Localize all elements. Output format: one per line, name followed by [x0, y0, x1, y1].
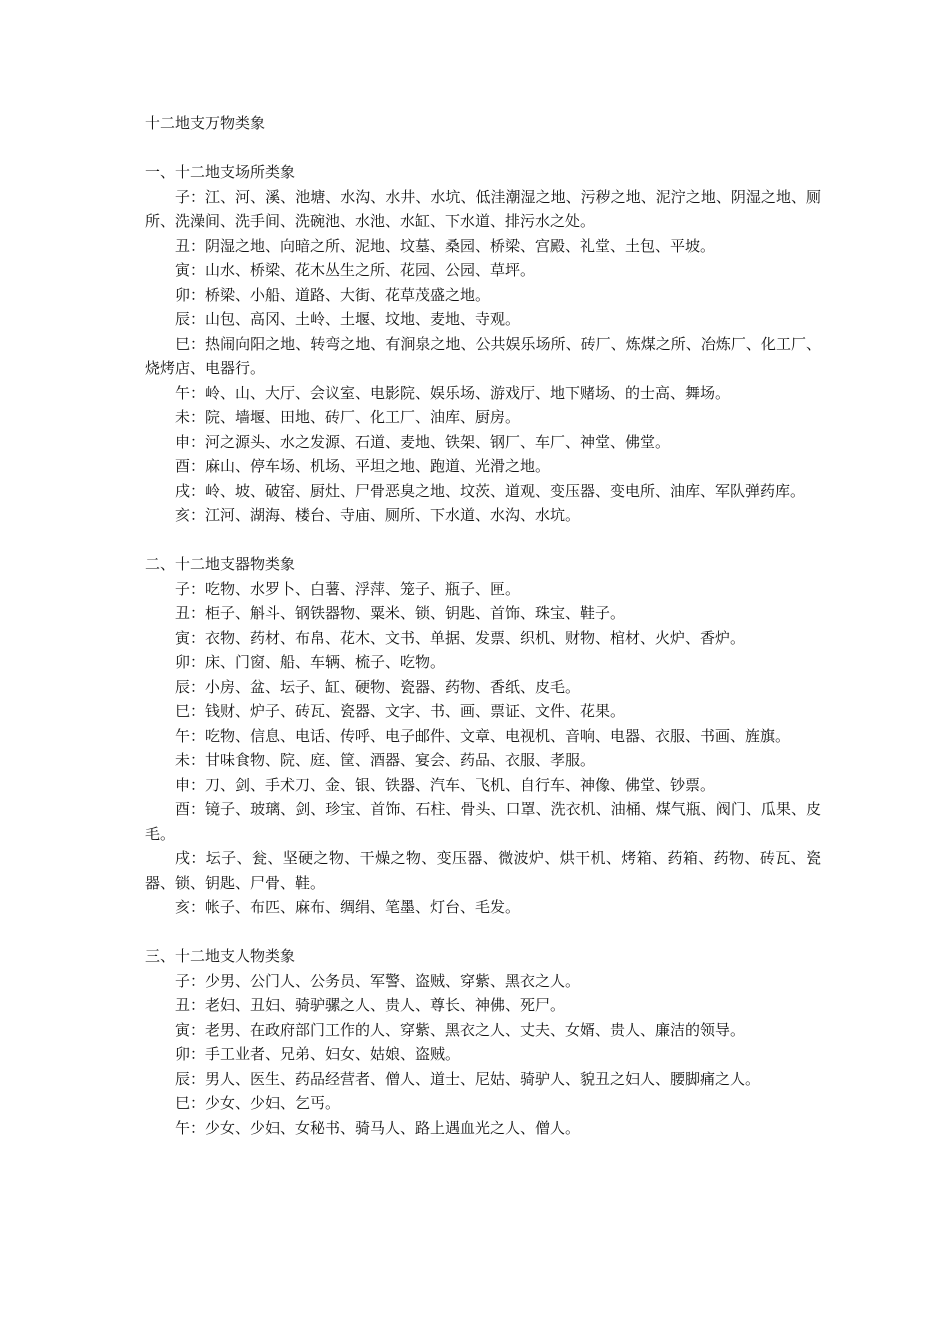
entry-zi: 子：吃物、水罗卜、白薯、浮萍、笼子、瓶子、匣。: [175, 579, 521, 598]
entry-xu: 戌：坛子、瓮、坚硬之物、干燥之物、变压器、微波炉、烘干机、烤箱、药箱、药物、砖瓦、瓷器、锁、钥匙、尸骨、鞋。: [145, 849, 821, 892]
entry-you: 酉：麻山、停车场、机场、平坦之地、跑道、光滑之地。: [175, 457, 551, 475]
section-objects: [145, 552, 821, 920]
entry-shen: 申：河之源头、水之发源、石道、麦地、铁架、钢厂、车厂、神堂、佛堂。: [175, 432, 671, 451]
entry-zi: 子：江、河、溪、池塘、水沟、水井、水坑、低洼潮湿之地、污秽之地、泥泞之地、阴湿之地、厕所、洗澡间、洗手间、洗碗池、水池、水缸、下水道、排污水之处。: [145, 187, 821, 230]
document-title: 十二地支万物类象: [145, 114, 266, 132]
section-people: [145, 944, 821, 1140]
document-page: [145, 111, 821, 1165]
entry-hai: 亥：帐子、布匹、麻布、绸绢、笔墨、灯台、毛发。: [175, 898, 521, 916]
entry-mao: 卯：床、门窗、船、车辆、梳子、吃物。: [175, 653, 446, 671]
entry-si: 巳：少女、少妇、乞丐。: [175, 1094, 341, 1112]
section-heading: 三、十二地支人物类象: [145, 947, 296, 965]
entry-yin: 寅：老男、在政府部门工作的人、穿紫、黑衣之人、丈夫、女婿、贵人、廉洁的领导。: [175, 1020, 746, 1039]
entry-yin: 寅：衣物、药材、布帛、花木、文书、单据、发票、织机、财物、棺材、火炉、香炉。: [175, 628, 746, 647]
entry-yin: 寅：山水、桥梁、花木丛生之所、花园、公园、草坪。: [175, 261, 536, 279]
entry-chen: 辰：男人、医生、药品经营者、僧人、道士、尼姑、骑驴人、貌丑之妇人、腰脚痛之人。: [175, 1069, 761, 1088]
entry-wu: 午：岭、山、大厅、会议室、电影院、娱乐场、游戏厅、地下赌场、的士高、舞场。: [175, 383, 731, 402]
entry-chen: 辰：小房、盆、坛子、缸、硬物、瓷器、药物、香纸、皮毛。: [175, 677, 581, 696]
entry-wu: 午：吃物、信息、电话、传呼、电子邮件、文章、电视机、音响、电器、衣服、书画、旌旗。: [175, 726, 791, 745]
entry-you: 酉：镜子、玻璃、剑、珍宝、首饰、石柱、骨头、口罩、洗衣机、油桶、煤气瓶、阀门、瓜果、皮毛。: [145, 800, 821, 843]
section-heading: 一、十二地支场所类象: [145, 163, 296, 181]
entry-si: 巳：热闹向阳之地、转弯之地、有涧泉之地、公共娱乐场所、砖厂、炼煤之所、冶炼厂、化工厂、烧烤店、电器行。: [145, 334, 821, 377]
entry-chou: 丑：老妇、丑妇、骑驴骡之人、贵人、尊长、神佛、死尸。: [175, 996, 566, 1014]
entry-shen: 申：刀、剑、手术刀、金、银、铁器、汽车、飞机、自行车、神像、佛堂、钞票。: [175, 775, 716, 794]
entry-zi: 子：少男、公门人、公务员、军警、盗贼、穿紫、黑衣之人。: [175, 971, 581, 990]
entry-mao: 卯：手工业者、兄弟、妇女、姑娘、盗贼。: [175, 1045, 461, 1063]
section-heading: 二、十二地支器物类象: [145, 555, 296, 573]
entry-hai: 亥：江河、湖海、楼台、寺庙、厕所、下水道、水沟、水坑。: [175, 506, 581, 524]
entry-mao: 卯：桥梁、小船、道路、大街、花草茂盛之地。: [175, 285, 491, 304]
section-places: [145, 160, 821, 528]
entry-wu: 午：少女、少妇、女秘书、骑马人、路上遇血光之人、僧人。: [175, 1118, 581, 1137]
entry-chou: 丑：柜子、斛斗、钢铁器物、粟米、锁、钥匙、首饰、珠宝、鞋子。: [175, 604, 626, 622]
entry-chen: 辰：山包、高冈、土岭、土堰、坟地、麦地、寺观。: [175, 310, 521, 328]
entry-wei: 未：院、墙堰、田地、砖厂、化工厂、油库、厨房。: [175, 408, 521, 426]
entry-wei: 未：甘味食物、院、庭、筐、酒器、宴会、药品、衣服、孝服。: [175, 751, 596, 769]
entry-si: 巳：钱财、炉子、砖瓦、瓷器、文字、书、画、票证、文件、花果。: [175, 702, 626, 720]
entry-xu: 戌：岭、坡、破窑、厨灶、尸骨恶臭之地、坟茨、道观、变压器、变电所、油库、军队弹药库。: [175, 481, 806, 500]
entry-chou: 丑：阴湿之地、向暗之所、泥地、坟墓、桑园、桥梁、宫殿、礼堂、土包、平坡。: [175, 236, 716, 255]
